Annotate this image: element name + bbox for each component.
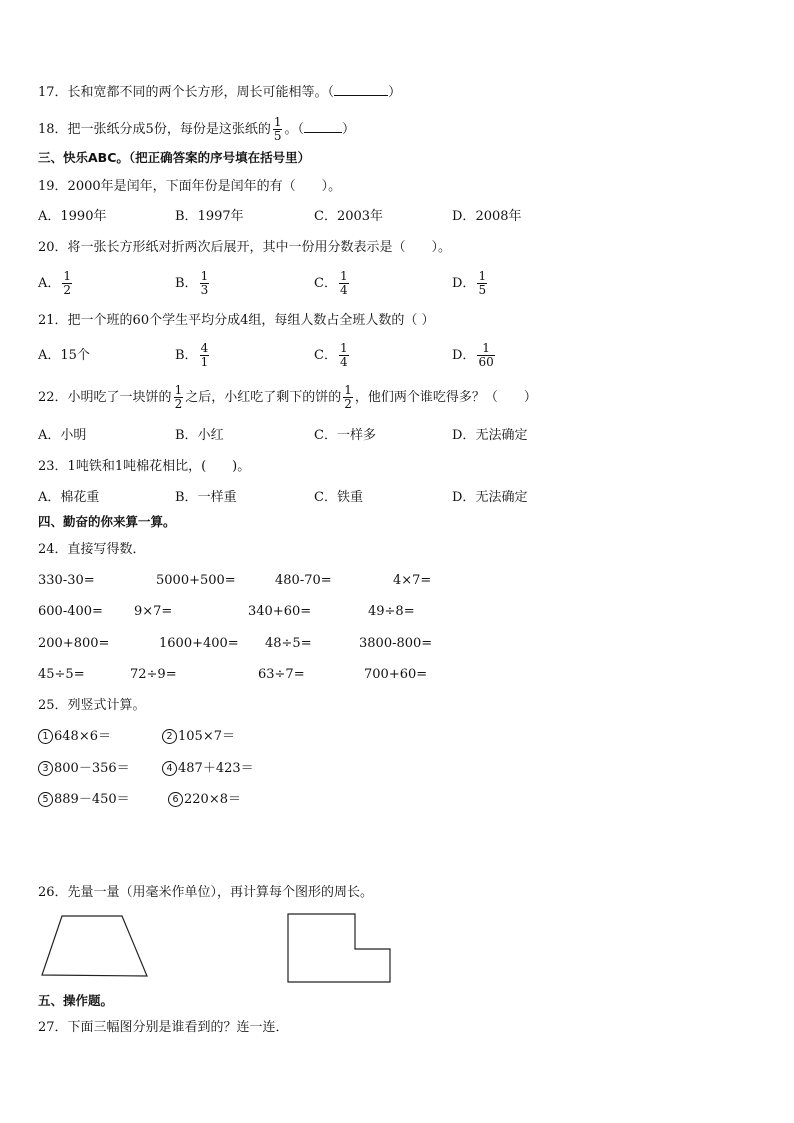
- calc-item: 700+60=: [364, 667, 428, 682]
- option-text: 无法确定: [475, 428, 528, 443]
- question-number: 23．: [38, 459, 68, 474]
- option-b[interactable]: [175, 266, 211, 302]
- option-d[interactable]: [452, 266, 489, 302]
- option-c[interactable]: [314, 491, 363, 504]
- option-text: 2003年: [336, 209, 384, 224]
- option-label: A．: [38, 348, 61, 363]
- calc-item: [162, 729, 235, 744]
- calc-item: 48÷5=: [265, 636, 312, 651]
- option-text: 15个: [60, 348, 90, 363]
- question-text: 直接写得数．: [67, 542, 146, 557]
- question-text: 把一个班的60个学生平均分成4组，每组人数占全班人数的（ ）: [67, 313, 435, 328]
- question-text: 长和宽都不同的两个长方形，周长可能相等。（: [67, 85, 335, 100]
- option-label: A．: [38, 209, 61, 224]
- fraction: [477, 270, 487, 296]
- calc-item: 1600+400=: [159, 636, 239, 651]
- calc-text: 800－356＝: [54, 761, 130, 776]
- question-text: 之后，小红吃了剩下的饼的: [185, 390, 342, 405]
- option-label: B．: [175, 490, 198, 505]
- option-d[interactable]: [452, 491, 527, 504]
- question-text: 小明吃了一块饼的: [67, 390, 172, 405]
- calc-item: 600-400=: [38, 604, 103, 619]
- fraction: [339, 342, 349, 368]
- option-text: 无法确定: [475, 490, 528, 505]
- numerator: 1: [344, 383, 352, 398]
- answer-blank[interactable]: [304, 131, 342, 133]
- option-label: C．: [314, 348, 337, 363]
- numerator: 1: [482, 341, 490, 356]
- option-a[interactable]: [38, 349, 90, 362]
- option-label: D．: [452, 490, 476, 505]
- option-label: C．: [314, 490, 337, 505]
- option-label: D．: [452, 276, 476, 291]
- option-label: D．: [452, 428, 476, 443]
- question-number: 18．: [38, 122, 68, 137]
- option-text: 小红: [197, 428, 224, 443]
- calc-item: 63÷7=: [258, 667, 305, 682]
- question-text: 将一张长方形纸对折两次后展开，其中一份用分数表示是（ ）。: [67, 240, 452, 255]
- denominator: 5: [273, 129, 282, 143]
- option-c[interactable]: [314, 429, 376, 442]
- calc-item: 4×7=: [393, 573, 432, 588]
- calc-item: 330-30=: [38, 573, 95, 588]
- calc-item: 3800-800=: [359, 636, 433, 651]
- option-a[interactable]: [38, 266, 74, 302]
- section-5-heading: 五、操作题。: [38, 993, 114, 1008]
- question-text: 下面三幅图分别是谁看到的？连一连．: [67, 1020, 289, 1035]
- fraction: [477, 342, 494, 368]
- option-text: 2008年: [475, 209, 522, 224]
- option-text: 一样重: [197, 490, 237, 505]
- option-c[interactable]: [314, 210, 383, 223]
- question-text: 把一张纸分成5份，每份是这张纸的: [67, 122, 271, 137]
- denominator: 3: [200, 283, 209, 297]
- calc-item: [162, 761, 254, 776]
- question-25: [38, 699, 146, 712]
- circled-number: 1: [38, 729, 53, 744]
- question-27: [38, 1021, 289, 1034]
- option-label: A．: [38, 490, 61, 505]
- fraction: [343, 384, 353, 410]
- calc-item: [168, 792, 241, 807]
- denominator: 2: [344, 397, 352, 411]
- calc-item: 480-70=: [275, 573, 332, 588]
- circled-number: 5: [38, 792, 53, 807]
- numerator: 1: [273, 115, 282, 130]
- question-17: [38, 86, 401, 99]
- question-number: 20．: [38, 240, 68, 255]
- calc-item: [38, 792, 130, 807]
- option-d[interactable]: [452, 429, 527, 442]
- option-label: B．: [175, 276, 198, 291]
- option-b[interactable]: [175, 338, 211, 374]
- numerator: 1: [339, 341, 348, 356]
- numerator: 4: [200, 341, 209, 356]
- numerator: 1: [174, 383, 183, 398]
- calc-text: 105×7＝: [178, 729, 235, 744]
- option-b[interactable]: [175, 210, 244, 223]
- fraction: [339, 270, 349, 296]
- option-label: B．: [175, 428, 198, 443]
- question-26: [38, 886, 373, 899]
- question-19: [38, 180, 341, 193]
- calc-item: 200+800=: [38, 636, 110, 651]
- option-text: 棉花重: [60, 490, 100, 505]
- l-shape-figure: [285, 910, 395, 986]
- option-label: C．: [314, 209, 337, 224]
- option-label: D．: [452, 348, 476, 363]
- question-number: 25．: [38, 698, 68, 713]
- option-label: A．: [38, 276, 61, 291]
- option-text: 1990年: [60, 209, 107, 224]
- denominator: 4: [339, 355, 348, 369]
- question-22: [38, 380, 537, 416]
- option-label: C．: [314, 428, 337, 443]
- option-label: C．: [314, 276, 337, 291]
- option-a[interactable]: [38, 210, 106, 223]
- calc-item: 45÷5=: [38, 667, 85, 682]
- question-number: 17．: [38, 85, 68, 100]
- option-b[interactable]: [175, 491, 237, 504]
- paren-close: ）: [388, 85, 402, 100]
- question-23: [38, 460, 250, 473]
- option-label: D．: [452, 209, 476, 224]
- option-text: 铁重: [336, 490, 363, 505]
- option-a[interactable]: [38, 429, 86, 442]
- denominator: 2: [63, 283, 72, 297]
- fraction: [174, 384, 184, 410]
- option-text: 1997年: [197, 209, 244, 224]
- denominator: 5: [478, 283, 487, 297]
- circled-number: 4: [162, 761, 177, 776]
- numerator: 1: [478, 269, 487, 284]
- numerator: 1: [339, 269, 348, 284]
- section-4-heading: 四、勤奋的你来算一算。: [38, 514, 176, 529]
- circled-number: 3: [38, 761, 53, 776]
- question-text: 2000年是闰年，下面年份是闰年的有（ ）。: [67, 179, 342, 194]
- question-text: 先量一量（用毫米作单位），再计算每个图形的周长。: [67, 885, 374, 900]
- question-24: [38, 543, 146, 556]
- section-3-heading: 三、快乐ABC。（把正确答案的序号填在括号里）: [38, 150, 311, 165]
- calc-item: 340+60=: [248, 604, 312, 619]
- calc-item: [38, 729, 111, 744]
- fraction: [200, 270, 210, 296]
- trapezoid-figure: [38, 912, 153, 980]
- question-21: [38, 314, 435, 327]
- calc-item: [38, 761, 130, 776]
- text-after: 。（: [284, 122, 304, 137]
- paren-close: ）: [341, 122, 355, 137]
- option-text: 一样多: [336, 428, 376, 443]
- question-text: ，他们两个谁吃得多？（ ）: [354, 390, 537, 405]
- option-c[interactable]: [314, 338, 351, 374]
- option-label: B．: [175, 348, 198, 363]
- calc-item: 9×7=: [134, 604, 173, 619]
- question-text: 列竖式计算。: [67, 698, 146, 713]
- option-label: A．: [38, 428, 61, 443]
- numerator: 1: [200, 269, 209, 284]
- denominator: 60: [478, 355, 494, 369]
- fraction: [273, 116, 283, 142]
- fraction: [62, 270, 72, 296]
- option-c[interactable]: [314, 266, 351, 302]
- option-b[interactable]: [175, 429, 224, 442]
- numerator: 1: [63, 269, 72, 284]
- option-d[interactable]: [452, 338, 497, 374]
- calc-item: 72÷9=: [130, 667, 177, 682]
- question-18: [38, 112, 355, 148]
- calc-item: 5000+500=: [156, 573, 236, 588]
- fraction: [200, 342, 210, 368]
- calc-text: 220×8＝: [184, 792, 241, 807]
- answer-blank[interactable]: [334, 94, 388, 96]
- denominator: 4: [339, 283, 348, 297]
- question-number: 19．: [38, 179, 68, 194]
- question-number: 22．: [38, 390, 68, 405]
- question-number: 26．: [38, 885, 68, 900]
- denominator: 2: [174, 397, 183, 411]
- calc-text: 487＋423＝: [178, 761, 254, 776]
- calc-text: 648×6＝: [54, 729, 111, 744]
- question-text: 1吨铁和1吨棉花相比，( )。: [67, 459, 251, 474]
- denominator: 1: [200, 355, 209, 369]
- calc-item: 49÷8=: [368, 604, 415, 619]
- question-number: 27．: [38, 1020, 68, 1035]
- calc-text: 889－450＝: [54, 792, 130, 807]
- question-number: 21．: [38, 313, 68, 328]
- circled-number: 2: [162, 729, 177, 744]
- option-text: 小明: [60, 428, 87, 443]
- option-a[interactable]: [38, 491, 99, 504]
- option-d[interactable]: [452, 210, 522, 223]
- question-20: [38, 241, 451, 254]
- question-number: 24．: [38, 542, 68, 557]
- circled-number: 6: [168, 792, 183, 807]
- option-label: B．: [175, 209, 198, 224]
